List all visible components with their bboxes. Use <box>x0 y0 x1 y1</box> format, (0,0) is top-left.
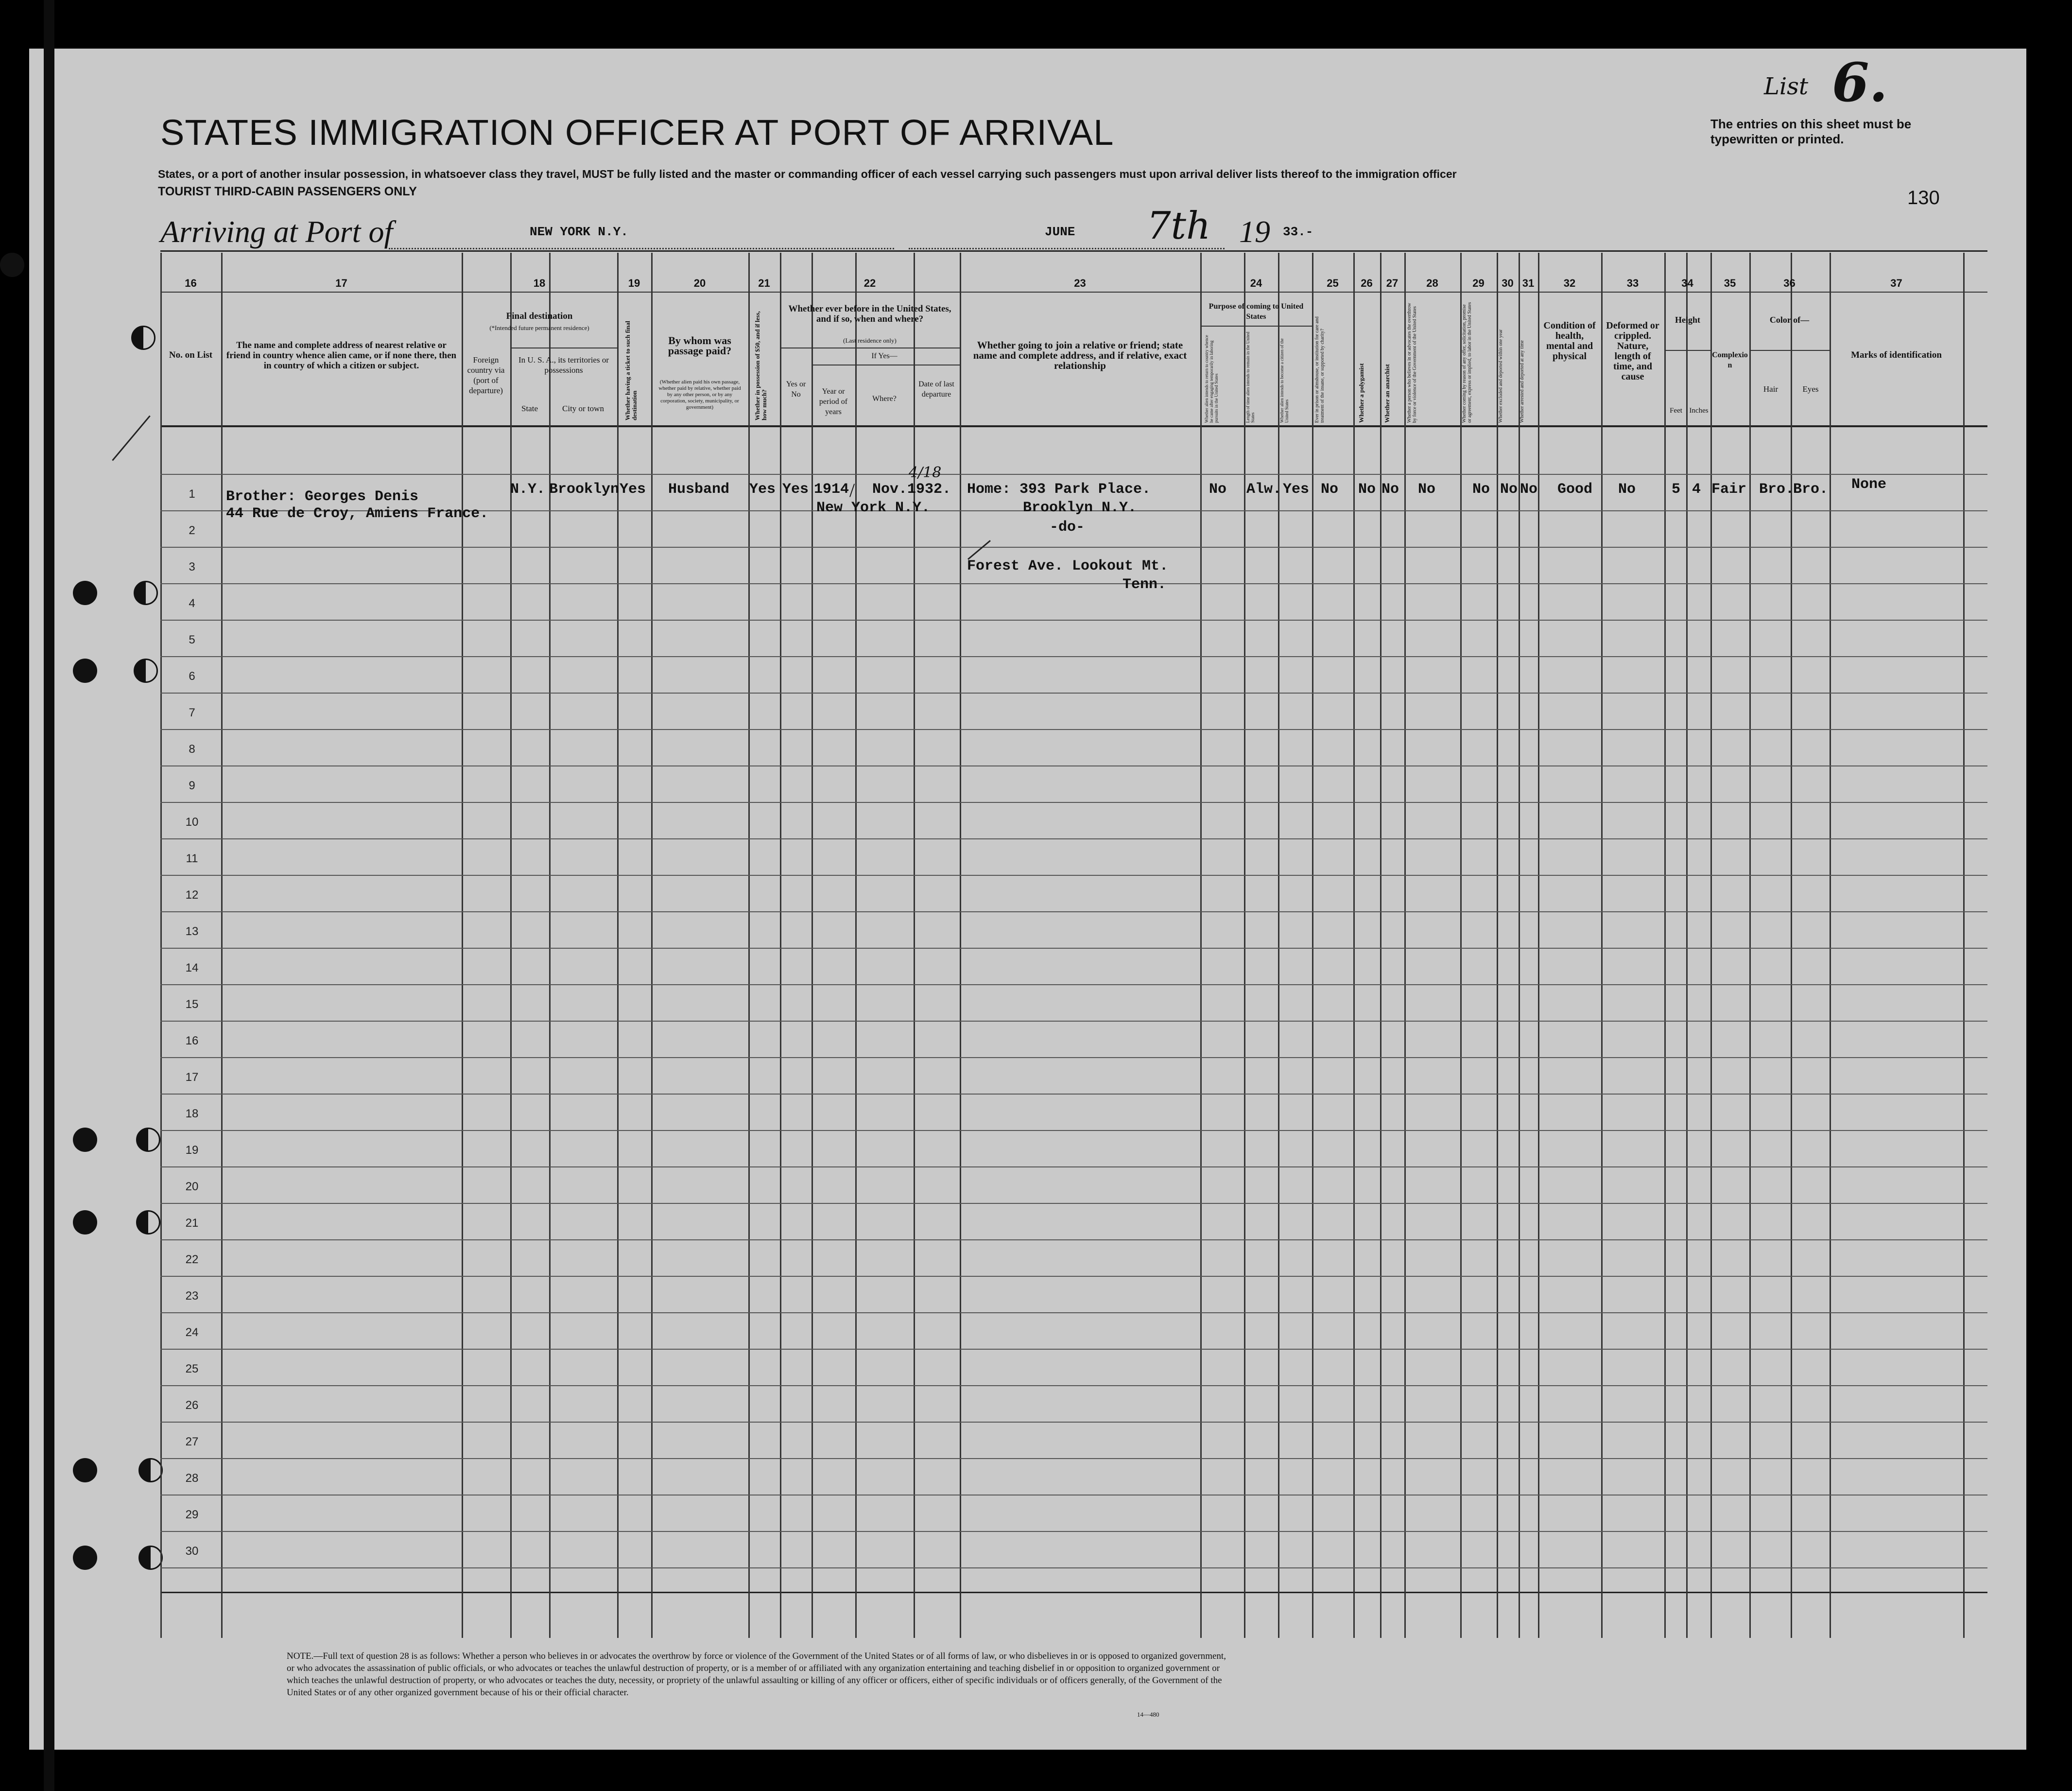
entry-purpose-length: Alw. <box>1246 481 1282 498</box>
row-number: 24 <box>185 1326 199 1339</box>
row-line <box>160 1094 1987 1095</box>
row-line <box>160 1276 1987 1277</box>
grid-line <box>780 253 781 1638</box>
punch-hole <box>136 1210 160 1235</box>
col-number: 27 <box>1386 277 1399 289</box>
col-number: 34 <box>1681 277 1693 289</box>
header-fifty-dollars: Whether in possession of $50, and if less, how much? <box>754 311 768 420</box>
entry-relative-line2: 44 Rue de Croy, Amiens France. <box>226 505 489 522</box>
row-number: 16 <box>185 1034 199 1047</box>
entry-join-line2: Brooklyn N.Y. <box>1023 500 1137 516</box>
entry-city: Brooklyn <box>549 481 620 498</box>
header-before-in-us: Whether ever before in the United States, and if so, when and where? <box>788 304 951 324</box>
grid-line <box>1749 253 1751 1638</box>
row-line <box>160 765 1987 766</box>
row-number: 18 <box>185 1107 199 1120</box>
row-line <box>160 1349 1987 1350</box>
row-number: 9 <box>189 779 195 792</box>
col-number-divider <box>160 292 1987 293</box>
row-number: 10 <box>185 816 199 829</box>
grid-line <box>651 253 653 1638</box>
header-no-on-list: No. on List <box>169 350 213 360</box>
grid-line <box>1380 253 1381 1638</box>
row-number: 12 <box>185 888 199 902</box>
col-number: 23 <box>1074 277 1086 289</box>
grid-line <box>812 253 813 1638</box>
punch-hole <box>73 1128 97 1152</box>
table-bottom-border <box>160 1592 1987 1593</box>
col-number: 21 <box>758 277 770 289</box>
header-inches: Inches <box>1689 407 1709 415</box>
col-number: 29 <box>1472 277 1485 289</box>
col-number: 18 <box>533 277 546 289</box>
year-suffix: 33.- <box>1283 225 1313 239</box>
header-year-period: Year or period of years <box>819 387 848 416</box>
row-number: 20 <box>185 1180 199 1193</box>
entry-complexion: Fair <box>1711 481 1747 498</box>
entry-join: Home: 393 Park Place. <box>967 481 1151 498</box>
header-relative: The name and complete address of nearest relative or friend in country whence alien came, or if none there, then in country of which a citizen or subject. <box>226 340 457 371</box>
row-number: 21 <box>185 1217 199 1230</box>
grid-line <box>1963 253 1965 1638</box>
row-number: 11 <box>186 852 198 865</box>
row-number: 3 <box>189 560 195 574</box>
row-line <box>160 1312 1987 1313</box>
grid-line <box>1664 253 1666 1638</box>
row-number: 29 <box>185 1508 199 1521</box>
row-line <box>160 1385 1987 1386</box>
row-line <box>160 656 1987 657</box>
subheader-divider <box>1749 350 1830 351</box>
col-number: 17 <box>335 277 347 289</box>
row-line <box>160 1166 1987 1167</box>
subheader-divider <box>1664 350 1710 351</box>
row-number: 2 <box>189 524 195 537</box>
header-labor-offer: Whether coming by reason of any offer, solicitation, promise or agreement, express or implied, to labor in the United States <box>1462 302 1472 423</box>
grid-line <box>1710 253 1712 1638</box>
punch-hole <box>138 1546 163 1570</box>
entry-marks: None <box>1851 476 1887 493</box>
punch-hole <box>73 1210 97 1235</box>
header-usa: In U. S. A., its territories or possessions <box>518 355 609 375</box>
port-line <box>389 248 894 249</box>
grid-line <box>1601 253 1603 1638</box>
punch-hole <box>138 1458 163 1482</box>
header-where: Where? <box>872 395 897 403</box>
grid-line <box>914 253 915 1638</box>
row-number: 19 <box>185 1144 199 1157</box>
header-excluded: Whether excluded and deported within one year <box>1498 329 1503 423</box>
date-line <box>909 248 1225 249</box>
header-arrested: Whether arrested and deported at any time <box>1519 340 1525 423</box>
row-number: 17 <box>185 1071 199 1084</box>
entry-purpose-citizen: Yes <box>1283 481 1310 498</box>
row-line <box>160 1567 1987 1568</box>
punch-hole <box>73 1458 97 1482</box>
row-number: 8 <box>189 743 195 756</box>
row-line <box>160 1422 1987 1423</box>
header-purpose-length: Length of time alien intends to remain in the United States <box>1245 331 1255 423</box>
grid-line <box>549 253 551 1638</box>
entry-relative-line1: Brother: Georges Denis <box>226 488 419 505</box>
header-eyes: Eyes <box>1802 384 1819 394</box>
entry-arrested: No <box>1520 481 1538 498</box>
form-code: 14—480 <box>1137 1711 1159 1718</box>
punch-hole <box>73 1546 97 1570</box>
entry-ticket: Yes <box>620 481 646 498</box>
header-date-last-departure: Date of last departure <box>918 380 954 399</box>
entry-ditto: -do- <box>1050 519 1085 536</box>
entry-excluded: No <box>1500 481 1518 498</box>
header-deformed: Deformed or crippled. Nature, length of time, and cause <box>1606 320 1659 382</box>
entry-before: Yes <box>782 481 809 498</box>
entry-state: N.Y. <box>510 481 546 498</box>
punch-hole <box>0 253 24 277</box>
row-line <box>160 984 1987 985</box>
row-number: 23 <box>185 1289 199 1303</box>
header-final-destination-note: (*Intended future permanent residence) <box>489 324 589 331</box>
binder-shadow <box>44 0 54 1791</box>
entry-anarchist: No <box>1381 481 1399 498</box>
footnote: NOTE.—Full text of question 28 is as follows: Whether a person who believes in or advocates the overthrow by force or violence of the Government of the United States or of all forms of law, or who disbelieves in or is opposed to organized government, or who advocates the assassination of public officials, or who advocates or teaches the unlawful destruction of property, or is a member of or affiliated with any organization entertaining and teaching disbelief in or opposition to organized government or which teaches the unlawful destruction of property, or who advocates or teaches the duty, necessity, or propriety of the unlawful assaulting or killing of any officer or officers, either of specific individuals or of officers generally, of the Government of the United States or of any other organized government because of his or their official character. <box>287 1651 1226 1698</box>
month-value: JUNE <box>1045 225 1075 239</box>
row-line <box>160 875 1987 876</box>
sheet-number: 130 <box>1907 187 1940 209</box>
header-anarchist: Whether an anarchist <box>1383 364 1391 423</box>
entry-prison: No <box>1321 481 1339 498</box>
col-number: 32 <box>1563 277 1576 289</box>
page-subtitle: States, or a port of another insular possession, in whatsoever class they travel, MUST be fully listed and the master or commanding officer of each vessel carrying such passengers must upon arrival deliver lists thereof to the immigration officer <box>158 168 1457 180</box>
subheader-divider <box>1200 326 1312 327</box>
entry-join-line4: Forest Ave. Lookout Mt. <box>967 558 1169 574</box>
entry-hair: Bro. <box>1759 481 1795 498</box>
list-number: 6. <box>1832 51 1888 114</box>
row-line <box>160 474 1987 475</box>
row-line <box>160 1531 1987 1532</box>
row-number: 6 <box>189 670 195 683</box>
header-city: City or town <box>562 404 604 413</box>
grid-line <box>1353 253 1355 1638</box>
row-line <box>160 729 1987 730</box>
row-number: 4 <box>189 597 195 610</box>
header-purpose-return: Whether alien intends to return to country whence he came after engaging temporarily in laboring pursuits in the United States <box>1204 335 1219 423</box>
col-number: 25 <box>1327 277 1339 289</box>
row-number: 26 <box>185 1399 199 1412</box>
entry-date-departure: Nov.1932. <box>872 481 951 498</box>
header-final-destination: Final destination <box>506 311 573 321</box>
grid-line <box>1404 253 1406 1638</box>
entry-paid-by: Husband <box>668 481 730 498</box>
header-hair: Hair <box>1763 384 1778 394</box>
row-line <box>160 693 1987 694</box>
header-marks: Marks of identification <box>1851 350 1942 360</box>
col-number: 33 <box>1626 277 1639 289</box>
row-number: 7 <box>189 706 195 719</box>
header-ticket: Whether having a ticket to such final destination <box>624 321 638 420</box>
typewritten-instruction: The entries on this sheet must be typewritten or printed. <box>1710 117 1912 146</box>
col-number: 37 <box>1890 277 1902 289</box>
grid-line <box>1200 253 1202 1638</box>
grid-line <box>855 253 857 1638</box>
row-number: 5 <box>189 633 195 646</box>
header-before-note: (Last residence only) <box>843 337 897 344</box>
punch-hole <box>134 581 158 605</box>
col-number: 26 <box>1361 277 1373 289</box>
col-number: 22 <box>863 277 876 289</box>
row-number: 15 <box>185 998 199 1011</box>
header-height: Height <box>1675 315 1700 325</box>
row-number: 25 <box>185 1362 199 1375</box>
entry-feet: 5 <box>1672 481 1681 498</box>
row-number: 14 <box>185 961 199 974</box>
grid-line <box>160 253 162 1638</box>
entry-years: 1914 <box>814 481 849 498</box>
row-line <box>160 620 1987 621</box>
header-purpose-citizen: Whether alien intends to become a citizen of the United States <box>1279 338 1289 423</box>
header-if-yes: If Yes— <box>871 352 898 360</box>
row-line <box>160 547 1987 548</box>
col-number: 35 <box>1724 277 1736 289</box>
grid-line <box>960 253 961 1638</box>
entry-purpose-return: No <box>1209 481 1227 498</box>
header-health: Condition of health, mental and physical <box>1543 320 1596 362</box>
row-number: 28 <box>185 1472 199 1485</box>
row-line <box>160 948 1987 949</box>
header-prison: Ever in prison or almshouse, or institution for care and treatment of the insane, or supported by charity? <box>1314 316 1325 423</box>
grid-line <box>617 253 619 1638</box>
passenger-class: TOURIST THIRD-CABIN PASSENGERS ONLY <box>158 185 417 198</box>
row-line <box>160 1239 1987 1240</box>
col-number: 19 <box>628 277 640 289</box>
col-number: 36 <box>1783 277 1796 289</box>
punch-hole <box>134 659 158 683</box>
port-value: NEW YORK N.Y. <box>530 225 628 239</box>
grid-line <box>1497 253 1498 1638</box>
row-line <box>160 1057 1987 1058</box>
row-line <box>160 1458 1987 1459</box>
header-state: State <box>521 404 538 413</box>
grid-line <box>1830 253 1831 1638</box>
row-line <box>160 1021 1987 1022</box>
entry-eyes: Bro. <box>1793 481 1829 498</box>
row-line <box>160 1130 1987 1131</box>
header-bottom-border <box>160 425 1987 427</box>
row-number: 22 <box>185 1253 199 1266</box>
row-line <box>160 583 1987 584</box>
entry-fifty: Yes <box>749 481 776 498</box>
row-number: 30 <box>185 1545 199 1558</box>
grid-line <box>1460 253 1462 1638</box>
entry-polygamist: No <box>1358 481 1376 498</box>
page-title: STATES IMMIGRATION OFFICER AT PORT OF ARRIVAL <box>160 112 1114 153</box>
grid-line <box>1244 253 1245 1638</box>
col-number: 28 <box>1426 277 1438 289</box>
punch-hole <box>136 1128 160 1152</box>
entry-deformed: No <box>1618 481 1636 498</box>
row-line <box>160 838 1987 839</box>
grid-line <box>1686 253 1688 1638</box>
header-complexion: Complexion <box>1712 351 1748 369</box>
col-number: 24 <box>1250 277 1262 289</box>
row-line <box>160 1203 1987 1204</box>
grid-line <box>462 253 463 1638</box>
row-number: 27 <box>185 1435 199 1448</box>
grid-line <box>1278 253 1279 1638</box>
list-label: List <box>1764 73 1809 100</box>
grid-line <box>748 253 750 1638</box>
header-color: Color of— <box>1769 315 1810 325</box>
header-polygamist: Whether a polygamist <box>1358 363 1365 423</box>
grid-line <box>221 253 223 1638</box>
entry-annotation: 4/18 <box>909 464 942 481</box>
grid-line <box>1791 253 1792 1638</box>
header-join-relative: Whether going to join a relative or friend; state name and complete address, and if relative, exact relationship <box>973 339 1187 371</box>
entry-inches: 4 <box>1692 481 1701 498</box>
entry-labor-offer: No <box>1472 481 1490 498</box>
arriving-label: Arriving at Port of <box>160 214 393 249</box>
row-number: 1 <box>189 487 195 501</box>
entry-overthrow: No <box>1418 481 1436 498</box>
grid-line <box>1519 253 1520 1638</box>
header-feet: Feet <box>1670 407 1682 415</box>
header-paid-by: By whom was passage paid? <box>668 334 732 357</box>
slash-mark: / <box>849 479 855 501</box>
col-number: 31 <box>1522 277 1535 289</box>
punch-hole <box>131 326 155 350</box>
entry-join-line5: Tenn. <box>1122 576 1167 593</box>
row-line <box>160 802 1987 803</box>
col-number: 16 <box>185 277 197 289</box>
year-prefix: 19 <box>1239 214 1270 249</box>
header-purpose: Purpose of coming to United States <box>1209 302 1304 321</box>
header-overthrow: Whether a person who believes in or advocates the overthrow by force or violence of the Government of the United States <box>1407 303 1417 423</box>
header-paid-by-note: (Whether alien paid his own passage, whether paid by relative, whether paid by any other person, or by any corporation, society, municipality, or government) <box>658 379 741 410</box>
punch-hole <box>73 581 97 605</box>
entry-health: Good <box>1557 481 1593 498</box>
col-number: 20 <box>693 277 706 289</box>
header-foreign-country: Foreign country via (port of departure) <box>467 355 505 395</box>
entry-where: New York N.Y. <box>816 500 931 516</box>
row-number: 13 <box>185 925 199 938</box>
table-top-border <box>160 250 1987 252</box>
grid-line <box>1312 253 1313 1638</box>
day-value: 7th <box>1147 204 1211 248</box>
header-yes-no: Yes or No <box>786 380 806 399</box>
punch-hole <box>73 659 97 683</box>
grid-line <box>1538 253 1539 1638</box>
col-number: 30 <box>1502 277 1514 289</box>
grid-line <box>510 253 512 1638</box>
row-line <box>160 911 1987 912</box>
